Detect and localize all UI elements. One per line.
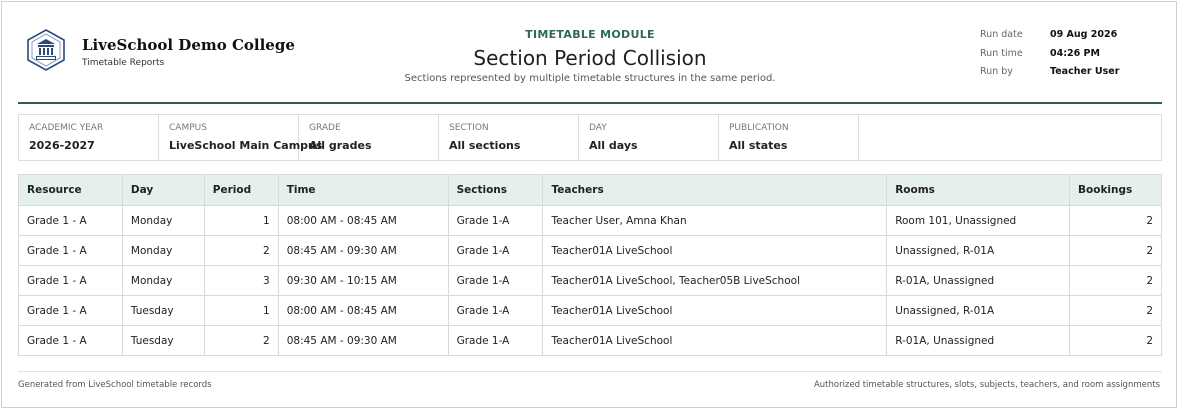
footer-divider [18,371,1162,372]
cell-teachers: Teacher01A LiveSchool [543,296,887,326]
filter-label: DAY [589,123,607,133]
filter-label: PUBLICATION [729,123,789,133]
footer-authorization-note: Authorized timetable structures, slots, subjects, teachers, and room assignments [813,380,1160,390]
cell-time: 08:45 AM - 09:30 AM [278,326,448,356]
cell-teachers: Teacher01A LiveSchool [543,236,887,266]
cell-resource: Grade 1 - A [19,236,123,266]
column-header-time: Time [278,175,448,206]
page-subtitle: Sections represented by multiple timetable structures in the same period. [404,73,776,84]
cell-period: 2 [204,236,278,266]
cell-day: Monday [122,206,204,236]
filter-day [579,115,719,160]
filter-summary [18,114,1162,161]
run-time-label: Run time [980,47,1023,59]
column-header-period: Period [204,175,278,206]
cell-bookings: 2 [1070,266,1162,296]
run-by-label: Run by [980,66,1013,77]
cell-resource: Grade 1 - A [19,266,123,296]
cell-period: 3 [204,266,278,296]
cell-time: 08:00 AM - 08:45 AM [278,296,448,326]
cell-sections: Grade 1-A [448,206,543,236]
table-header-row [19,175,1162,206]
cell-rooms: R-01A, Unassigned [887,326,1070,356]
column-header-teachers: Teachers [543,175,887,206]
cell-teachers: Teacher01A LiveSchool, Teacher05B LiveSchool [543,266,887,296]
filter-label: CAMPUS [169,123,207,133]
cell-rooms: R-01A, Unassigned [887,266,1070,296]
cell-period: 2 [204,326,278,356]
run-time-value: 04:26 PM [1050,47,1100,59]
report-header [18,2,1162,104]
cell-sections: Grade 1-A [448,326,543,356]
cell-period: 1 [204,206,278,236]
column-header-resource: Resource [19,175,123,206]
cell-sections: Grade 1-A [448,236,543,266]
column-header-sections: Sections [448,175,543,206]
filter-campus [159,115,323,160]
table-row [19,266,1162,296]
filter-label: SECTION [449,123,489,133]
cell-teachers: Teacher01A LiveSchool [543,326,887,356]
cell-time: 08:45 AM - 09:30 AM [278,236,448,266]
filter-value: All grades [309,139,372,152]
cell-day: Monday [122,236,204,266]
table-row [19,296,1162,326]
filter-value: All sections [449,139,521,152]
cell-bookings: 2 [1070,206,1162,236]
cell-resource: Grade 1 - A [19,296,123,326]
cell-rooms: Unassigned, R-01A [887,296,1070,326]
cell-bookings: 2 [1070,296,1162,326]
filter-empty-cell [859,115,1161,160]
filter-section [439,115,579,160]
filter-label: GRADE [309,123,341,133]
cell-sections: Grade 1-A [448,266,543,296]
footer-source-note: Generated from LiveSchool timetable records [18,380,212,390]
cell-day: Monday [122,266,204,296]
filter-publication [719,115,859,160]
table-row [19,326,1162,356]
run-date-label: Run date [980,29,1023,40]
run-date-value: 09 Aug 2026 [1050,29,1118,40]
cell-teachers: Teacher User, Amna Khan [543,206,887,236]
filter-value: All states [729,139,788,152]
cell-sections: Grade 1-A [448,296,543,326]
table-row [19,206,1162,236]
column-header-rooms: Rooms [887,175,1070,206]
filter-value: 2026-2027 [29,139,95,152]
cell-period: 1 [204,296,278,326]
collision-table [18,174,1162,356]
filter-label: ACADEMIC YEAR [29,123,104,133]
cell-resource: Grade 1 - A [19,206,123,236]
filter-academic-year [19,115,159,160]
column-header-bookings: Bookings [1070,175,1162,206]
cell-bookings: 2 [1070,326,1162,356]
page-title: Section Period Collision [473,46,707,70]
cell-time: 09:30 AM - 10:15 AM [278,266,448,296]
cell-day: Tuesday [122,296,204,326]
college-name: LiveSchool Demo College [82,36,295,54]
filter-grade [299,115,439,160]
cell-day: Tuesday [122,326,204,356]
table-row [19,236,1162,266]
run-by-value: Teacher User [1050,66,1120,77]
column-header-day: Day [122,175,204,206]
cell-resource: Grade 1 - A [19,326,123,356]
cell-bookings: 2 [1070,236,1162,266]
module-label: TIMETABLE MODULE [525,28,655,41]
college-subtitle: Timetable Reports [82,58,165,68]
cell-rooms: Unassigned, R-01A [887,236,1070,266]
filter-value: LiveSchool Main Campus [169,139,323,152]
cell-time: 08:00 AM - 08:45 AM [278,206,448,236]
cell-rooms: Room 101, Unassigned [887,206,1070,236]
report-page [1,1,1177,408]
filter-value: All days [589,139,638,152]
